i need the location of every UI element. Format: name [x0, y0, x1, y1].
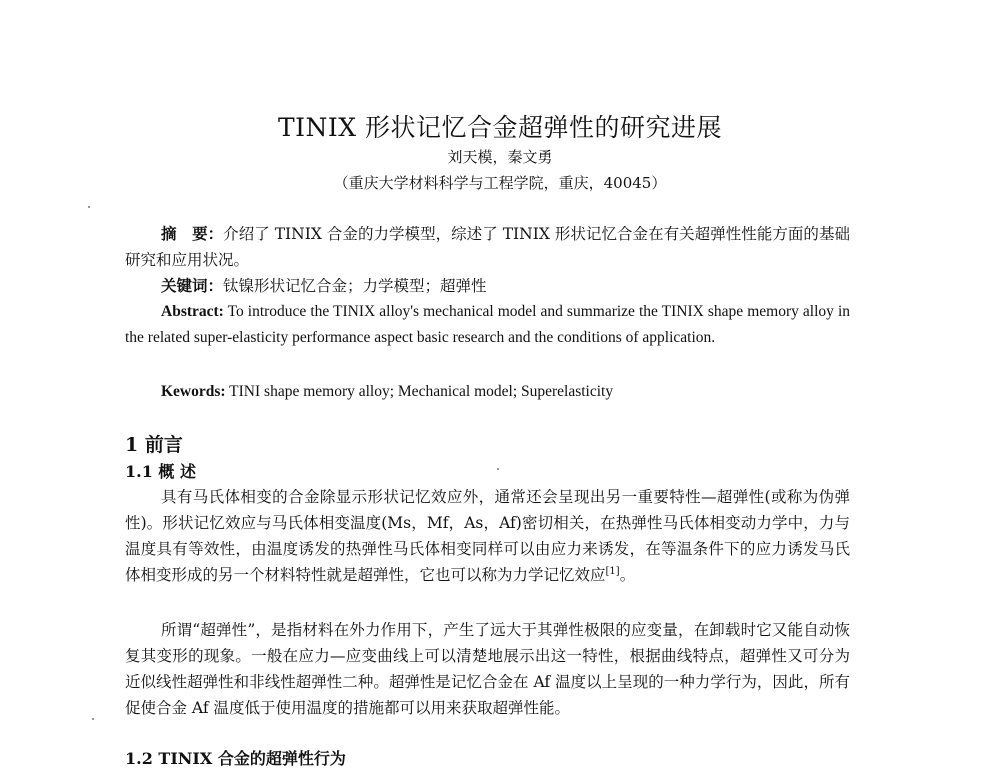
paper-title: TINIX 形状记忆合金超弹性的研究进展: [277, 113, 723, 142]
paragraph-2-text: 所谓“超弹性”，是指材料在外力作用下，产生了远大于其弹性极限的应变量，在卸载时它又能自动恢复其变形的现象。一般在应力—应变曲线上可以清楚地展示出这一特性，根据曲线特点，超弹性又可分为近似线性超弹性和非线性超弹性二种。超弹性是记忆合金在 Af 温度以上呈现的一种力学行为，因此，所有促使合金 Af 温度低于使用温度的措施都可以用来获取超弹性能。: [125, 621, 850, 717]
keywords-zh: [125, 273, 850, 299]
paragraph-2: [125, 617, 850, 721]
paper-authors: 刘天模，秦文勇: [447, 148, 553, 166]
subsection-heading-overview: 1.1 概 述: [125, 462, 196, 481]
keywords-en-text: TINI shape memory alloy; Mechanical model; Superelasticity: [225, 383, 614, 400]
scan-speck: [497, 468, 499, 470]
keywords-zh-label: 关键词：: [161, 276, 224, 295]
abstract-zh-label: 摘 要：: [161, 224, 224, 243]
keywords-en: [125, 379, 850, 405]
scan-speck: [88, 206, 90, 208]
paragraph-1-text: 具有马氏体相变的合金除显示形状记忆效应外，通常还会呈现出另一重要特性—超弹性(或称为伪弹性)。形状记忆效应与马氏体相变温度(Ms，Mf，As，Af)密切相关，在热弹性马氏体相变动力学中，力与温度具有等效性，由温度诱发的热弹性马氏体相变同样可以由应力来诱发，在等温条件下的应力诱发马氏体相变形成的另一个材料特性就是超弹性，它也可以称为力学记忆效应: [125, 488, 850, 584]
abstract-zh-text: 介绍了 TINIX 合金的力学模型，综述了 TINIX 形状记忆合金在有关超弹性性能方面的基础研究和应用状况。: [125, 225, 850, 269]
keywords-en-label: Kewords:: [161, 383, 226, 400]
citation-ref: [1]: [605, 565, 620, 577]
abstract-en-label: Abstract:: [161, 303, 224, 320]
abstract-en: [125, 299, 850, 351]
paper-affiliation: （重庆大学材料科学与工程学院，重庆，40045）: [333, 174, 667, 192]
abstract-en-text: To introduce the TINIX alloy's mechanical model and summarize the TINIX shape memory alloy in the related super-elasticity performance aspect basic research and the conditions of application.: [125, 303, 850, 346]
scan-speck: [92, 718, 94, 720]
paragraph-1-end: 。: [619, 566, 636, 584]
keywords-zh-text: 钛镍形状记忆合金；力学模型；超弹性: [223, 277, 487, 295]
abstract-zh: [125, 221, 850, 273]
paragraph-1: [125, 484, 850, 588]
section-heading-intro: 1 前言: [125, 434, 183, 456]
subsection-heading-superelastic: 1.2 TINIX 合金的超弹性行为: [125, 749, 346, 768]
